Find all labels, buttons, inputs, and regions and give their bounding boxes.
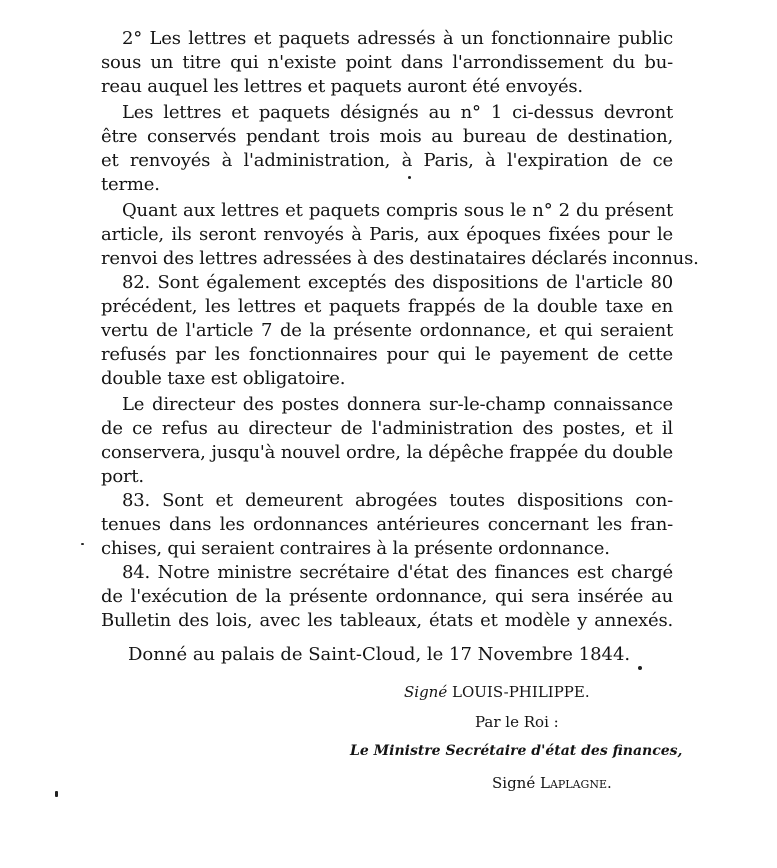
text-line: chises, qui seraient contraires à la présente ordonnance. <box>101 538 610 559</box>
text-line: refusés par les fonctionnaires pour qui le payement de cette <box>101 344 673 365</box>
minister-title: Le Ministre Secrétaire d'état des finances, <box>350 743 683 759</box>
text-line: Quant aux lettres et paquets compris sous le n° 2 du présent <box>122 200 673 221</box>
ink-speck <box>638 666 642 670</box>
text-line: Les lettres et paquets désignés au n° 1 ci-dessus devront <box>122 102 673 123</box>
signed-label: Signé <box>492 774 536 792</box>
text-line: renvoi des lettres adressées à des destinataires déclarés inconnus. <box>101 248 699 269</box>
text-line: Bulletin des lois, avec les tableaux, états et modèle y annexés. <box>101 610 673 631</box>
minister-name: Laplagne. <box>540 774 612 792</box>
text-line: précédent, les lettres et paquets frappés de la double taxe en <box>101 296 673 317</box>
text-line: vertu de l'article 7 de la présente ordonnance, et qui seraient <box>101 320 673 341</box>
text-line: et renvoyés à l'administration, à Paris, à l'expiration de ce <box>101 150 673 171</box>
text-line: terme. <box>101 174 160 195</box>
text-line: tenues dans les ordonnances antérieures concernant les fran- <box>101 514 673 535</box>
text-line: sous un titre qui n'existe point dans l'arrondissement du bu- <box>101 52 673 73</box>
text-line: de l'exécution de la présente ordonnance, qui sera insérée au <box>101 586 673 607</box>
text-line: de ce refus au directeur de l'administration des postes, et il <box>101 418 673 439</box>
by-the-king: Par le Roi : <box>475 713 559 731</box>
text-line: 2° Les lettres et paquets adressés à un fonctionnaire public <box>122 28 673 49</box>
text-line: article, ils seront renvoyés à Paris, aux époques fixées pour le <box>101 224 673 245</box>
text-line: port. <box>101 466 144 487</box>
ink-speck <box>408 176 411 179</box>
ink-speck <box>81 543 84 545</box>
date-line: Donné au palais de Saint-Cloud, le 17 Novembre 1844. <box>128 644 631 665</box>
text-line: 82. Sont également exceptés des dispositions de l'article 80 <box>122 272 673 293</box>
text-line: être conservés pendant trois mois au bureau de destination, <box>101 126 673 147</box>
text-line: Le directeur des postes donnera sur-le-champ connaissance <box>122 394 673 415</box>
minister-signature <box>492 772 612 794</box>
text-line: double taxe est obligatoire. <box>101 368 346 389</box>
ink-speck <box>55 791 58 797</box>
text-line: reau auquel les lettres et paquets auront été envoyés. <box>101 76 583 97</box>
text-line: conservera, jusqu'à nouvel ordre, la dépêche frappée du double <box>101 442 673 463</box>
king-signature <box>404 681 590 703</box>
signed-label: Signé <box>404 683 448 701</box>
king-name: LOUIS-PHILIPPE. <box>452 683 590 701</box>
text-line: 84. Notre ministre secrétaire d'état des finances est chargé <box>122 562 673 583</box>
text-line: 83. Sont et demeurent abrogées toutes dispositions con- <box>122 490 673 511</box>
